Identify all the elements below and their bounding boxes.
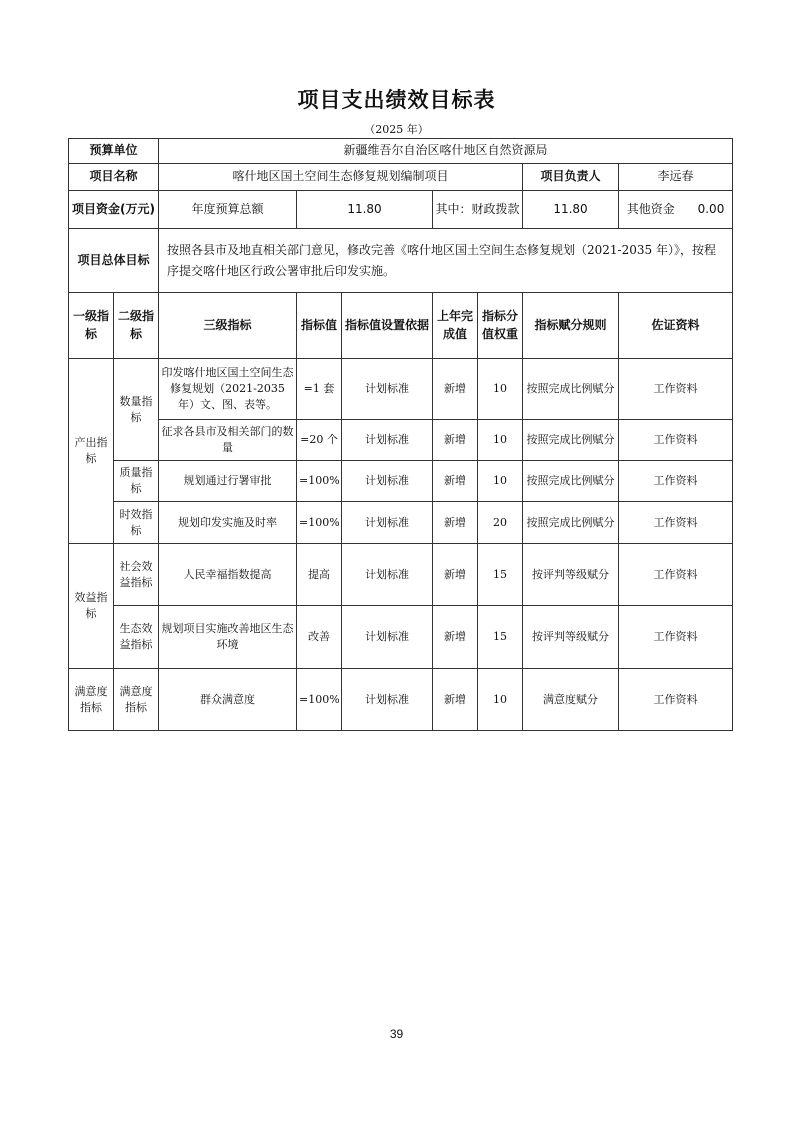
- header-basis: 指标值设置依据: [342, 293, 433, 359]
- rule-cell: 按评判等级赋分: [523, 606, 619, 669]
- weight-cell: 15: [478, 606, 523, 669]
- project-name-value: 喀什地区国土空间生态修复规划编制项目: [159, 164, 523, 191]
- weight-cell: 10: [478, 359, 523, 420]
- weight-cell: 10: [478, 669, 523, 731]
- basis-cell: 计划标准: [342, 420, 433, 461]
- value-cell: =100%: [297, 669, 342, 731]
- level2-cell: 时效指标: [114, 502, 159, 544]
- rule-cell: 按评判等级赋分: [523, 544, 619, 606]
- weight-cell: 10: [478, 420, 523, 461]
- evidence-cell: 工作资料: [619, 544, 733, 606]
- rule-cell: 按照完成比例赋分: [523, 461, 619, 502]
- evidence-cell: 工作资料: [619, 420, 733, 461]
- annual-budget-value: 11.80: [297, 191, 433, 229]
- last-year-cell: 新增: [433, 359, 478, 420]
- value-cell: =1 套: [297, 359, 342, 420]
- budget-unit-value: 新疆维吾尔自治区喀什地区自然资源局: [159, 139, 733, 164]
- level3-cell: 人民幸福指数提高: [159, 544, 297, 606]
- overall-goal-label: 项目总体目标: [69, 229, 159, 293]
- last-year-cell: 新增: [433, 502, 478, 544]
- basis-cell: 计划标准: [342, 544, 433, 606]
- value-cell: =100%: [297, 502, 342, 544]
- header-level3: 三级指标: [159, 293, 297, 359]
- level2-cell: 数量指标: [114, 359, 159, 461]
- overall-goal-text: 按照各县市及地直相关部门意见，修改完善《喀什地区国土空间生态修复规划（2021-2035 年）》，按程序提交喀什地区行政公署审批后印发实施。: [159, 229, 733, 293]
- performance-table: [68, 138, 733, 731]
- value-cell: =20 个: [297, 420, 342, 461]
- table-row: [69, 606, 733, 669]
- fiscal-allocation-label: 其中：财政拨款: [433, 191, 523, 229]
- header-level1: 一级指标: [69, 293, 114, 359]
- funds-label: 项目资金(万元): [69, 191, 159, 229]
- rule-cell: 按照完成比例赋分: [523, 359, 619, 420]
- year-label: （2025 年）: [364, 123, 429, 136]
- level2-cell: 质量指标: [114, 461, 159, 502]
- evidence-cell: 工作资料: [619, 359, 733, 420]
- rule-cell: 按照完成比例赋分: [523, 502, 619, 544]
- annual-budget-label: 年度预算总额: [159, 191, 297, 229]
- table-row: [69, 461, 733, 502]
- evidence-cell: 工作资料: [619, 461, 733, 502]
- level3-cell: 规划通过行署审批: [159, 461, 297, 502]
- page-number: 39: [389, 1027, 404, 1041]
- page-title: 项目支出绩效目标表: [297, 88, 496, 112]
- level1-cell: 满意度指标: [69, 669, 114, 731]
- weight-cell: 15: [478, 544, 523, 606]
- level3-cell: 印发喀什地区国土空间生态修复规划（2021-2035 年）文、图、表等。: [159, 359, 297, 420]
- basis-cell: 计划标准: [342, 606, 433, 669]
- level2-cell: 生态效益指标: [114, 606, 159, 669]
- evidence-cell: 工作资料: [619, 669, 733, 731]
- basis-cell: 计划标准: [342, 669, 433, 731]
- budget-unit-label: 预算单位: [69, 139, 159, 164]
- other-funds-value: 0.00: [697, 201, 725, 216]
- header-level2: 二级指标: [114, 293, 159, 359]
- weight-cell: 20: [478, 502, 523, 544]
- header-evidence: 佐证资料: [619, 293, 733, 359]
- last-year-cell: 新增: [433, 461, 478, 502]
- last-year-cell: 新增: [433, 606, 478, 669]
- last-year-cell: 新增: [433, 669, 478, 731]
- level1-cell: 产出指标: [69, 359, 114, 544]
- header-rule: 指标赋分规则: [523, 293, 619, 359]
- level3-cell: 征求各县市及相关部门的数量: [159, 420, 297, 461]
- value-cell: =100%: [297, 461, 342, 502]
- value-cell: 提高: [297, 544, 342, 606]
- project-name-label: 项目名称: [69, 164, 159, 191]
- last-year-cell: 新增: [433, 544, 478, 606]
- level3-cell: 规划项目实施改善地区生态环境: [159, 606, 297, 669]
- header-value: 指标值: [297, 293, 342, 359]
- value-cell: 改善: [297, 606, 342, 669]
- table-row: [69, 359, 733, 420]
- other-funds-label: 其他资金 0.00: [619, 191, 733, 229]
- basis-cell: 计划标准: [342, 502, 433, 544]
- level3-cell: 群众满意度: [159, 669, 297, 731]
- basis-cell: 计划标准: [342, 461, 433, 502]
- table-row: [69, 669, 733, 731]
- table-row: [69, 502, 733, 544]
- last-year-cell: 新增: [433, 420, 478, 461]
- header-last-year: 上年完成值: [433, 293, 478, 359]
- project-manager-value: 李远春: [619, 164, 733, 191]
- level2-cell: 满意度指标: [114, 669, 159, 731]
- level2-cell: 社会效益指标: [114, 544, 159, 606]
- table-row: [69, 420, 733, 461]
- level1-cell: 效益指标: [69, 544, 114, 669]
- table-row: [69, 544, 733, 606]
- evidence-cell: 工作资料: [619, 502, 733, 544]
- rule-cell: 按照完成比例赋分: [523, 420, 619, 461]
- header-weight: 指标分值权重: [478, 293, 523, 359]
- rule-cell: 满意度赋分: [523, 669, 619, 731]
- evidence-cell: 工作资料: [619, 606, 733, 669]
- weight-cell: 10: [478, 461, 523, 502]
- fiscal-allocation-value: 11.80: [523, 191, 619, 229]
- level3-cell: 规划印发实施及时率: [159, 502, 297, 544]
- project-manager-label: 项目负责人: [523, 164, 619, 191]
- basis-cell: 计划标准: [342, 359, 433, 420]
